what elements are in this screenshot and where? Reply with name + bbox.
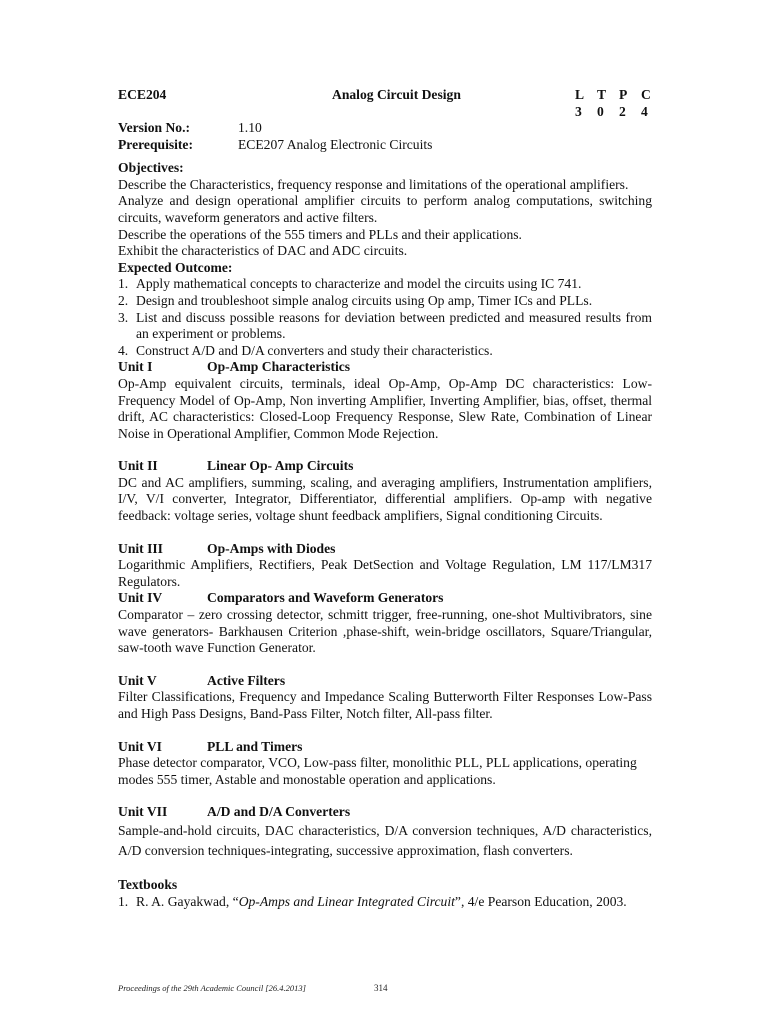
ltpc-value-l: 3 xyxy=(575,103,582,119)
textbook-number: 1. xyxy=(118,893,129,909)
textbooks-heading: Textbooks xyxy=(118,876,178,892)
ltpc-label-c: C xyxy=(641,87,651,102)
objective-line: Analyze and design operational amplifier circuits to perform analog computations, switching circuits, waveform generators and active filters. xyxy=(118,193,652,225)
objective-line: Describe the Characteristics, frequency response and limitations of the operational amplifiers. xyxy=(118,176,629,192)
unit-body: Logarithmic Amplifiers, Rectifiers, Peak DetSection and Voltage Regulation, LM 117/LM317 Regulators. xyxy=(118,557,652,589)
unit-body: Filter Classifications, Frequency and Impedance Scaling Butterworth Filter Responses Low-Pass and High Pass Designs, Band-Pass Filter, Notch filter, All-pass filter. xyxy=(118,689,652,721)
textbook-author: R. A. Gayakwad, “ xyxy=(136,893,239,909)
ltpc-values xyxy=(575,104,651,121)
unit-title: Comparators and Waveform Generators xyxy=(207,590,444,606)
unit-body: Sample-and-hold circuits, DAC characteristics, D/A conversion techniques, A/D characteristics, A/D conversion techniques-integrating, successive approximation, flash converters. xyxy=(118,822,652,858)
textbook-publisher: ”, 4/e Pearson Education, 2003. xyxy=(454,893,627,909)
outcome-item xyxy=(118,293,652,310)
outcome-text: Apply mathematical concepts to characterize and model the circuits using IC 741. xyxy=(136,276,582,292)
outcome-number: 4. xyxy=(118,342,129,358)
textbook-title: Op-Amps and Linear Integrated Circuit xyxy=(238,893,455,909)
unit-title: A/D and D/A Converters xyxy=(207,804,351,820)
outcome-text: Design and troubleshoot simple analog circuits using Op amp, Timer ICs and PLLs. xyxy=(136,292,593,308)
course-title: Analog Circuit Design xyxy=(332,87,461,102)
unit-heading xyxy=(118,359,652,376)
course-code: ECE204 xyxy=(118,87,167,102)
unit-heading xyxy=(118,673,652,690)
page-footer xyxy=(118,980,678,997)
objectives-heading: Objectives: xyxy=(118,160,184,176)
outcome-number: 2. xyxy=(118,292,129,308)
ltpc-value-c: 4 xyxy=(641,103,648,119)
ltpc-label-t: T xyxy=(597,87,607,102)
unit-number: Unit IV xyxy=(118,590,163,606)
unit-number: Unit II xyxy=(118,458,158,474)
unit-heading xyxy=(118,590,652,607)
outcome-item xyxy=(118,310,652,343)
unit-number: Unit VII xyxy=(118,804,168,820)
unit-title: Linear Op- Amp Circuits xyxy=(207,458,354,474)
prerequisite-row xyxy=(118,137,652,154)
version-row xyxy=(118,120,652,137)
ltpc-label-p: P xyxy=(619,87,628,102)
unit-title: Op-Amps with Diodes xyxy=(207,540,336,556)
unit-heading xyxy=(118,804,652,821)
outcome-number: 3. xyxy=(118,309,129,325)
outcome-item xyxy=(118,343,652,360)
outcome-text: Construct A/D and D/A converters and study their characteristics. xyxy=(136,342,493,358)
syllabus-content xyxy=(118,87,652,910)
unit-title: Active Filters xyxy=(207,672,286,688)
ltpc-labels xyxy=(575,87,651,104)
version-value: 1.10 xyxy=(238,120,262,135)
unit-title: PLL and Timers xyxy=(207,738,303,754)
footer-proceedings: Proceedings of the 29th Academic Council [26.4.2013] xyxy=(118,983,306,993)
outcome-number: 1. xyxy=(118,276,129,292)
course-header xyxy=(118,87,652,119)
unit-body: DC and AC amplifiers, summing, scaling, and averaging amplifiers, Instrumentation amplifiers, I/V, V/I converter, Integrator, Differentiator, differential amplifiers. Op-amp with negative feedback: voltage series, voltage shunt feedback amplifiers, Signal conditioning Circuits. xyxy=(118,474,652,524)
objective-line: Describe the operations of the 555 timers and PLLs and their applications. xyxy=(118,226,522,242)
unit-heading xyxy=(118,739,652,756)
unit-number: Unit VI xyxy=(118,738,162,754)
unit-number: Unit III xyxy=(118,540,163,556)
page-number: 314 xyxy=(374,983,388,993)
outcome-text: List and discuss possible reasons for deviation between predicted and measured results from an experiment or problems. xyxy=(136,309,652,342)
prerequisite-label: Prerequisite: xyxy=(118,136,193,152)
ltpc-value-t: 0 xyxy=(597,103,604,119)
unit-title: Op-Amp Characteristics xyxy=(207,359,351,375)
outcome-item xyxy=(118,276,652,293)
ltpc-table xyxy=(575,87,655,120)
unit-number: Unit V xyxy=(118,672,157,688)
unit-body: Op-Amp equivalent circuits, terminals, ideal Op-Amp, Op-Amp DC characteristics: Low-Frequency Model of Op-Amp, Non inverting Amplifier, Inverting Amplifier, bias, offset, thermal drift, AC characteristics: Closed-Loop Frequency Response, Slew Rate, Combination of Linear Noise in Operational Amplifier, Common Mode Rejection. xyxy=(118,375,652,441)
unit-heading xyxy=(118,458,652,475)
unit-heading xyxy=(118,541,652,558)
prerequisite-value: ECE207 Analog Electronic Circuits xyxy=(238,136,433,152)
objective-line: Exhibit the characteristics of DAC and ADC circuits. xyxy=(118,243,408,259)
version-label: Version No.: xyxy=(118,120,190,135)
unit-body: Comparator – zero crossing detector, schmitt trigger, free-running, one-shot Multivibrators, sine wave generators- Barkhausen Criterion ,phase-shift, wein-bridge oscillators, Square/Triangular, saw-tooth wave Function Generator. xyxy=(118,607,652,656)
ltpc-label-l: L xyxy=(575,87,585,102)
textbook-item xyxy=(118,894,652,911)
unit-number: Unit I xyxy=(118,359,153,375)
ltpc-value-p: 2 xyxy=(619,103,626,119)
outcome-list xyxy=(118,276,652,359)
unit-body: Phase detector comparator, VCO, Low-pass filter, monolithic PLL, PLL applications, operating modes 555 timer, Astable and monostable operation and applications. xyxy=(118,755,637,787)
outcome-heading: Expected Outcome: xyxy=(118,259,233,275)
